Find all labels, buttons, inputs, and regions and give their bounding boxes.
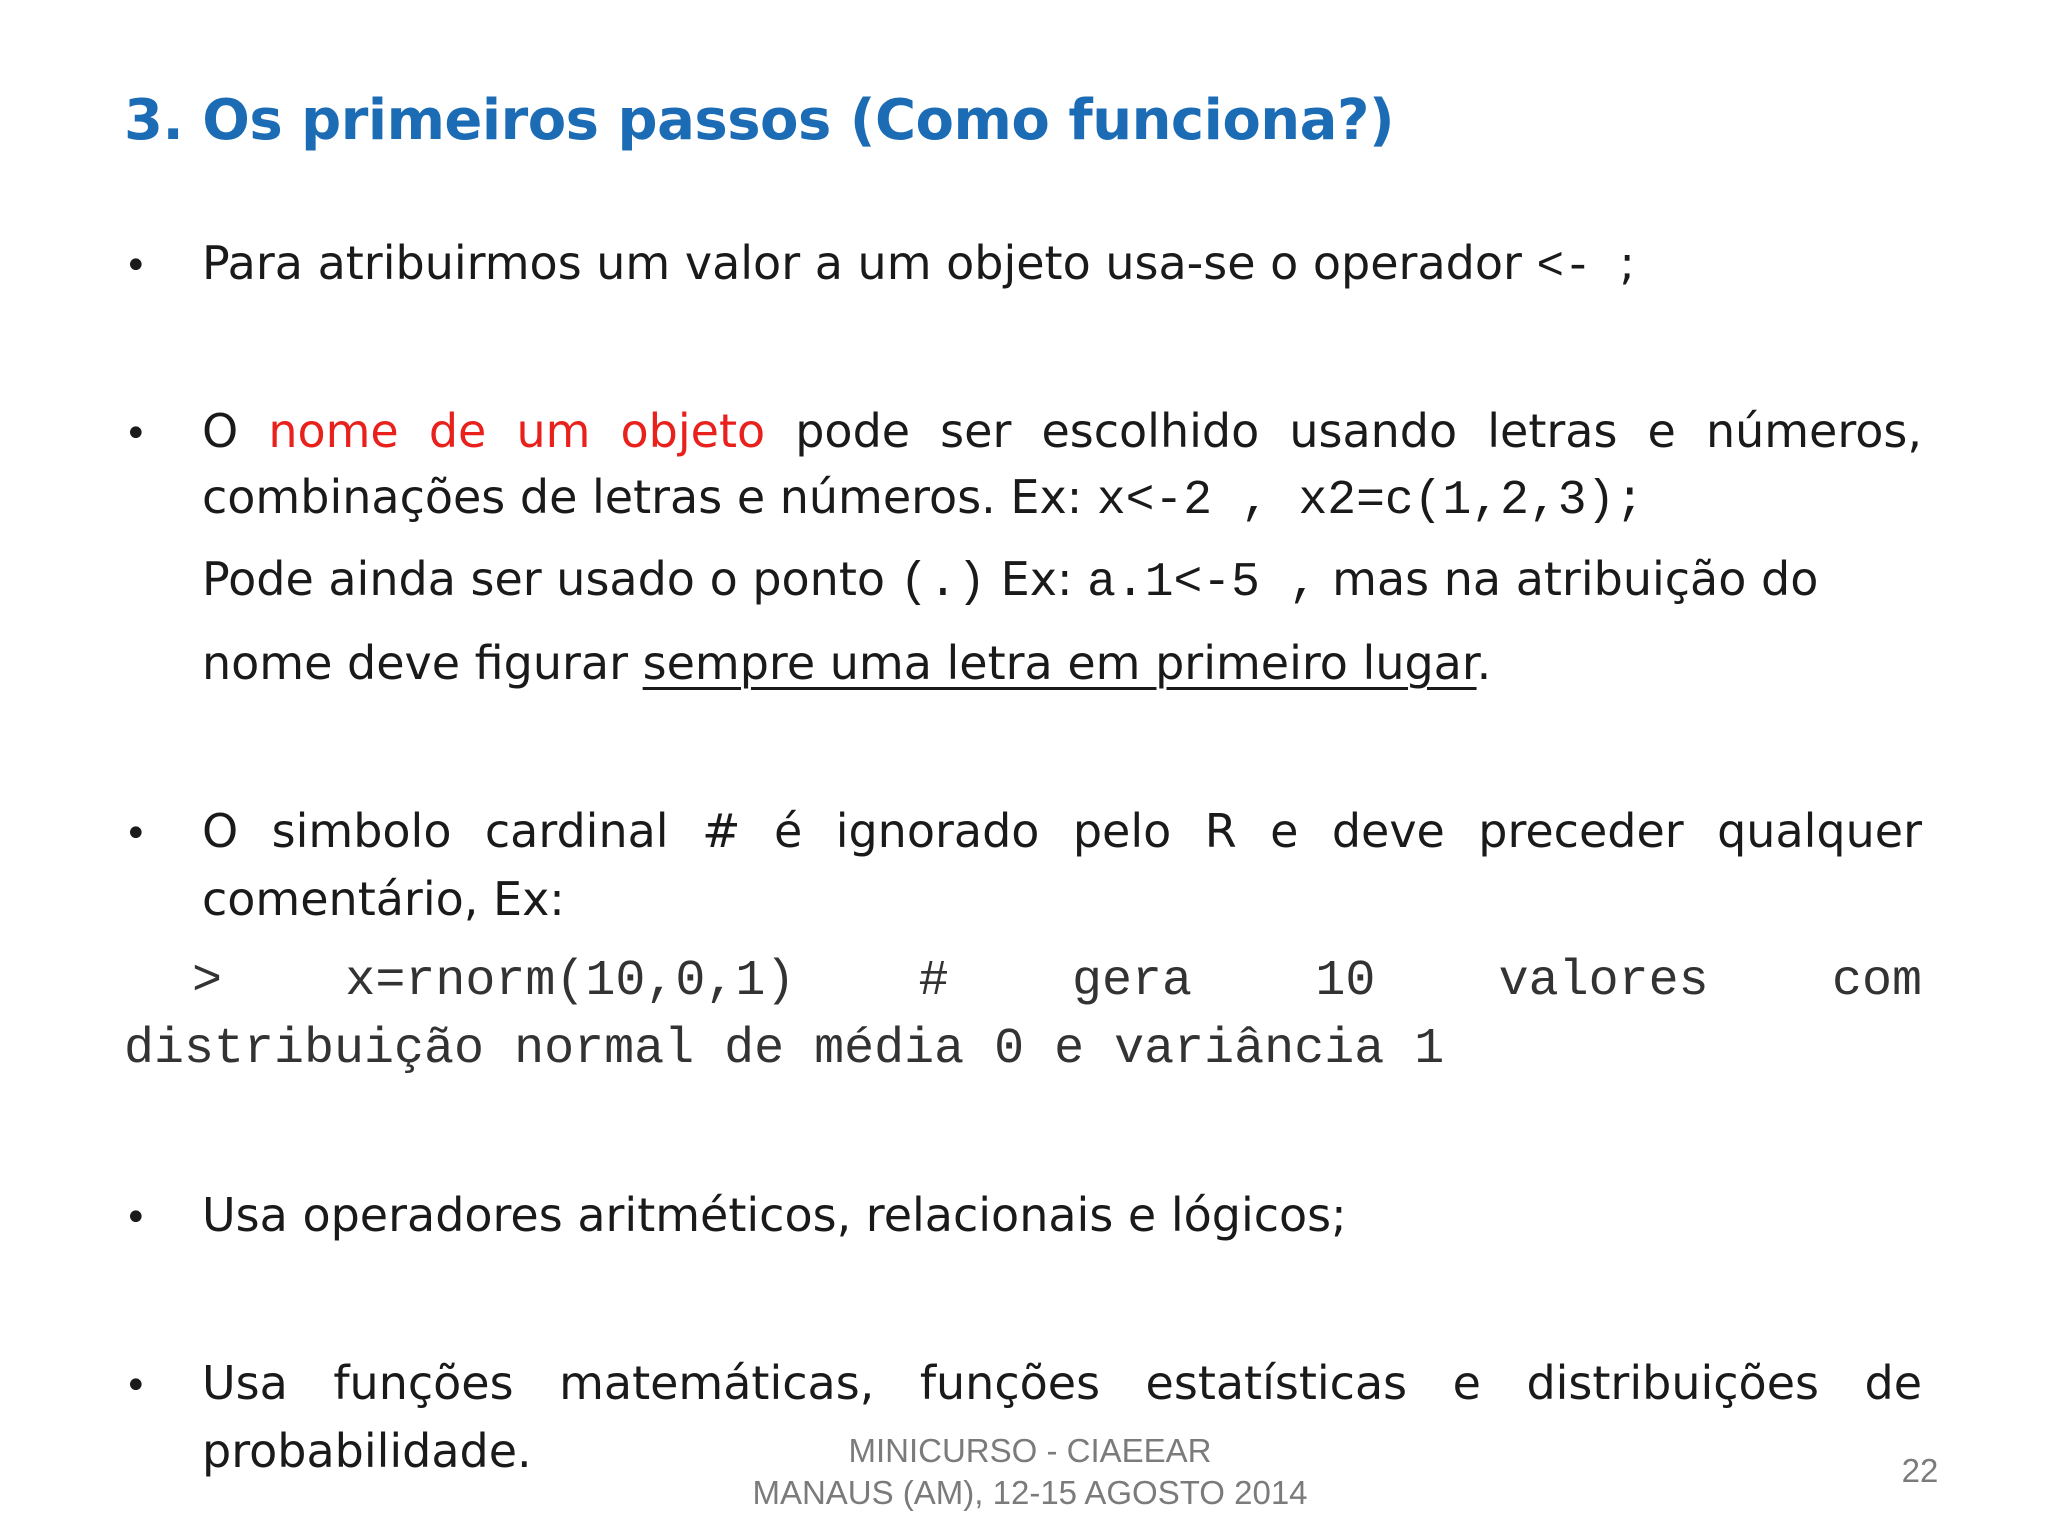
bullet-1-tail: ; bbox=[1619, 236, 1635, 290]
dot-code: (.) bbox=[899, 556, 987, 610]
bullet-icon: • bbox=[124, 1195, 148, 1241]
footer-course: MINICURSO - CIAEEAR bbox=[848, 1432, 1212, 1469]
footer-location-date: MANAUS (AM), 12-15 AGOSTO 2014 bbox=[752, 1474, 1308, 1511]
example-code-1: x<-2 , x2=c(1,2,3); bbox=[1096, 474, 1645, 528]
bullet-5-line-1: Usa funções matemáticas, funções estatísticas e distribuições de bbox=[202, 1356, 1922, 1410]
bullet-2-l4-end: . bbox=[1476, 636, 1492, 690]
bullet-2-line-1 bbox=[202, 404, 1922, 459]
bullet-2-line-4 bbox=[202, 636, 1922, 691]
bullet-2-lead: O bbox=[202, 404, 269, 458]
bullet-1-text bbox=[202, 236, 1922, 295]
underlined-rule: sempre uma letra em primeiro lugar bbox=[642, 636, 1477, 690]
example-code-2: a.1<-5 , bbox=[1087, 556, 1318, 610]
bullet-2-l4-text: nome deve figurar bbox=[202, 636, 643, 690]
bullet-2-l3-text3: mas na atribuição do bbox=[1317, 552, 1819, 606]
bullet-2-l3-text2: Ex: bbox=[986, 552, 1088, 606]
comment-example-code-1: > x=rnorm(10,0,1) # gera 10 valores com bbox=[192, 953, 1922, 1010]
bullet-2-line-2 bbox=[202, 470, 1922, 531]
bullet-icon: • bbox=[124, 1363, 148, 1409]
assign-operator-code: <- bbox=[1536, 241, 1620, 293]
bullet-2-rest: pode ser escolhido usando letras e números, bbox=[765, 404, 1922, 458]
comment-example-code-2: distribuição normal de média 0 e variância 1 bbox=[124, 1021, 1445, 1078]
bullet-1-body: Para atribuirmos um valor a um objeto usa-se o operador bbox=[202, 236, 1537, 290]
bullet-2-line-3 bbox=[202, 552, 1922, 613]
slide-title: 3. Os primeiros passos (Como funciona?) bbox=[124, 88, 1395, 153]
page-number: 22 bbox=[1901, 1452, 1939, 1489]
bullet-4-text: Usa operadores aritméticos, relacionais e lógicos; bbox=[202, 1188, 1347, 1242]
bullet-icon: • bbox=[124, 811, 148, 857]
bullet-icon: • bbox=[124, 243, 148, 289]
bullet-2-l2-text: combinações de letras e números. Ex: bbox=[202, 470, 1097, 524]
object-name-highlight: nome de um objeto bbox=[268, 404, 766, 458]
bullet-3-line-2: comentário, Ex: bbox=[202, 872, 565, 926]
bullet-icon: • bbox=[124, 411, 148, 457]
bullet-2-l3-text1: Pode ainda ser usado o ponto bbox=[202, 552, 900, 606]
bullet-5-line-2: probabilidade. bbox=[202, 1424, 532, 1478]
bullet-3-line-1: O simbolo cardinal # é ignorado pelo R e deve preceder qualquer bbox=[202, 804, 1922, 858]
